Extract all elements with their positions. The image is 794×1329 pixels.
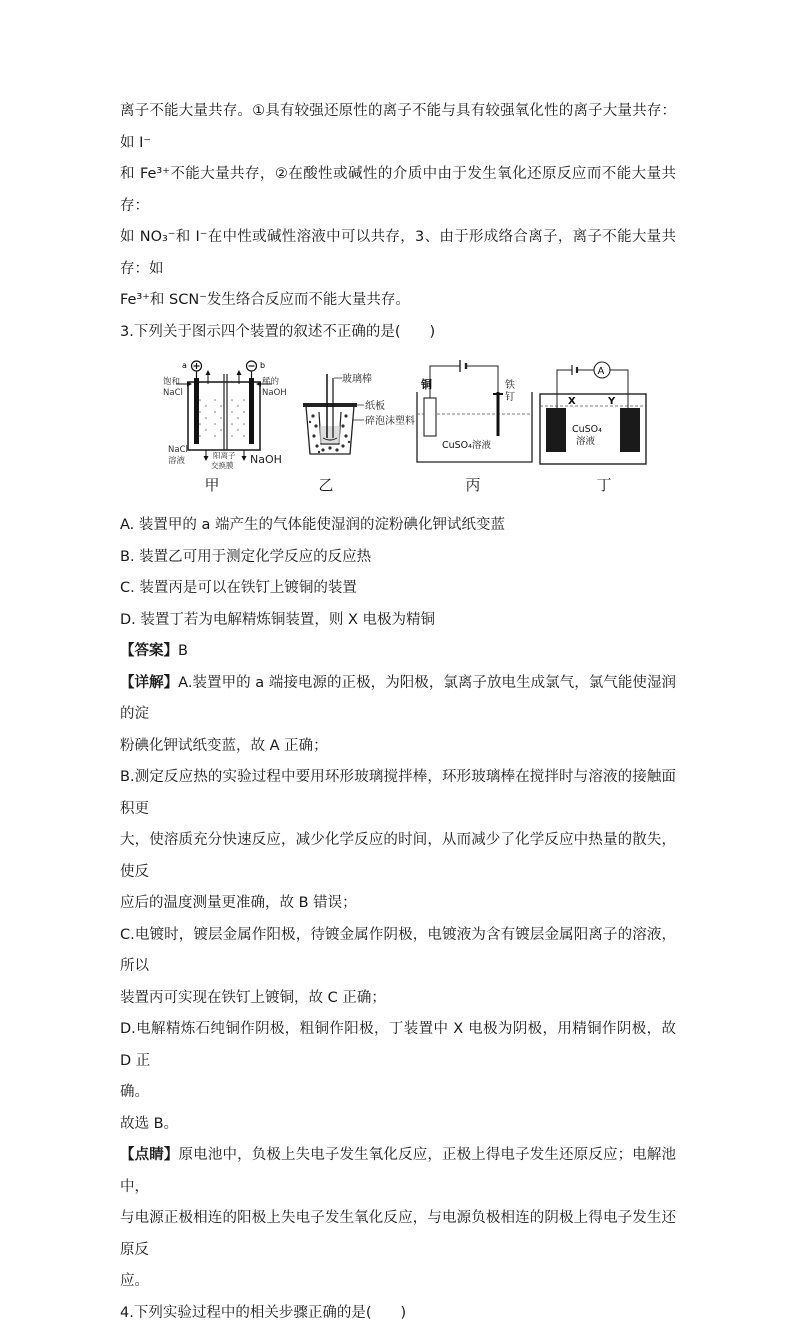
apparatus-jia: [163, 361, 287, 470]
nacl-solution-label: NaCl: [168, 445, 188, 455]
ammeter-label: A: [598, 366, 605, 377]
detail-text: A.装置甲的 a 端接电源的正极，为阳极，氯离子放电生成氯气，氯气能使湿润的淀: [120, 675, 676, 723]
detail-line: 确。: [120, 1077, 676, 1109]
detail-line: B.测定反应热的实验过程中要用环形玻璃搅拌棒，环形玻璃棒在搅拌时与溶液的接触面积更: [120, 762, 676, 825]
electrode-x-label: X: [568, 396, 576, 407]
comment-line: 与电源正极相连的阳极上失电子发生氧化反应，与电源负极相连的阴极上得电子发生还原反: [120, 1203, 676, 1266]
figure-label-jia: 甲: [192, 474, 232, 495]
glass-rod-label: 玻璃棒: [342, 372, 372, 385]
dilute-naoh-label-2: NaOH: [262, 388, 287, 398]
detail-line: 大，使溶质充分快速反应，减少化学反应的时间，从而减少了化学反应中热量的散失，使反: [120, 825, 676, 888]
conclusion-line: 故选 B。: [120, 1109, 676, 1141]
option-c: C. 装置丙是可以在铁钉上镀铜的装置: [120, 573, 676, 605]
detail-tag: 【详解】: [120, 675, 178, 691]
apparatus-yi: [303, 372, 415, 454]
apparatus-ding: [540, 362, 646, 464]
comment-tag: 【点睛】: [120, 1147, 179, 1163]
option-a: A. 装置甲的 a 端产生的气体能使湿润的淀粉碘化钾试纸变蓝: [120, 510, 676, 542]
intro-line: 离子不能大量共存。①具有较强还原性的离子不能与具有较强氧化性的离子大量共存：如 I⁻: [120, 96, 676, 159]
detail-line: 装置丙可实现在铁钉上镀铜，故 C 正确；: [120, 983, 676, 1015]
detail-line: D.电解精炼石纯铜作阴极，粗铜作阳极，丁装置中 X 电极为阴极，用精铜作阴极，故 D 正: [120, 1014, 676, 1077]
iron-nail-label: 铁: [505, 378, 515, 391]
foam-label: 碎泡沫塑料: [365, 414, 415, 427]
dilute-naoh-label: 稀的: [262, 376, 280, 387]
answer-line: [120, 636, 676, 668]
cuso4-solution-label: CuSO₄溶液: [442, 439, 491, 451]
cuso4-label: CuSO₄: [572, 424, 602, 435]
comment-line: 应。: [120, 1266, 676, 1298]
naoh-outlet-label: NaOH: [250, 453, 282, 466]
comment-line: [120, 1140, 676, 1203]
question-4-stem: 4.下列实验过程中的相关步骤正确的是( ): [120, 1298, 676, 1329]
intro-line: 如 NO₃⁻和 I⁻在中性或碱性溶液中可以共存，3、由于形成络合离子，离子不能大量共存：如: [120, 222, 676, 285]
nacl-solution-label-2: 溶液: [168, 455, 186, 466]
comment-text: 原电池中，负极上失电子发生氧化反应，正极上得电子发生还原反应；电解池中，: [120, 1147, 676, 1195]
figure-label-ding: 丁: [584, 474, 624, 495]
option-d: D. 装置丁若为电解精炼铜装置，则 X 电极为精铜: [120, 605, 676, 637]
answer-tag: 【答案】: [120, 643, 178, 659]
detail-line: [120, 668, 676, 731]
saturated-nacl-label-2: NaCl: [163, 388, 183, 398]
intro-line: Fe³⁺和 SCN⁻发生络合反应而不能大量共存。: [120, 285, 676, 317]
terminal-b-label: b: [260, 361, 265, 370]
iron-nail-label-2: 钉: [505, 390, 515, 403]
saturated-nacl-label: 饱和: [163, 376, 180, 387]
question-3-stem: 3.下列关于图示四个装置的叙述不正确的是( ): [120, 317, 676, 349]
figure-label-bing: 丙: [453, 474, 493, 495]
electrode-y-label: Y: [607, 396, 616, 407]
detail-line: 粉碘化钾试纸变蓝，故 A 正确；: [120, 731, 676, 763]
document-content: [120, 96, 676, 1329]
intro-line: 和 Fe³⁺不能大量共存，②在酸性或碱性的介质中由于发生氧化还原反应而不能大量共存：: [120, 159, 676, 222]
cuso4-label-2: 溶液: [576, 435, 596, 447]
option-b: B. 装置乙可用于测定化学反应的反应热: [120, 542, 676, 574]
cation-membrane-label: 阳离子: [213, 450, 236, 460]
terminal-a-label: a: [182, 361, 187, 370]
answer-value: B: [178, 643, 188, 659]
cation-membrane-label-2: 交换膜: [211, 460, 234, 470]
question-3-figure: [120, 354, 676, 504]
cardboard-label: 纸板: [365, 399, 385, 412]
apparatus-bing: [417, 360, 532, 462]
detail-line: 应后的温度测量更准确，故 B 错误；: [120, 888, 676, 920]
figure-label-yi: 乙: [306, 474, 346, 495]
copper-label: 铜: [420, 377, 432, 391]
detail-line: C.电镀时，镀层金属作阳极，待镀金属作阴极，电镀液为含有镀层金属阳离子的溶液，所以: [120, 920, 676, 983]
